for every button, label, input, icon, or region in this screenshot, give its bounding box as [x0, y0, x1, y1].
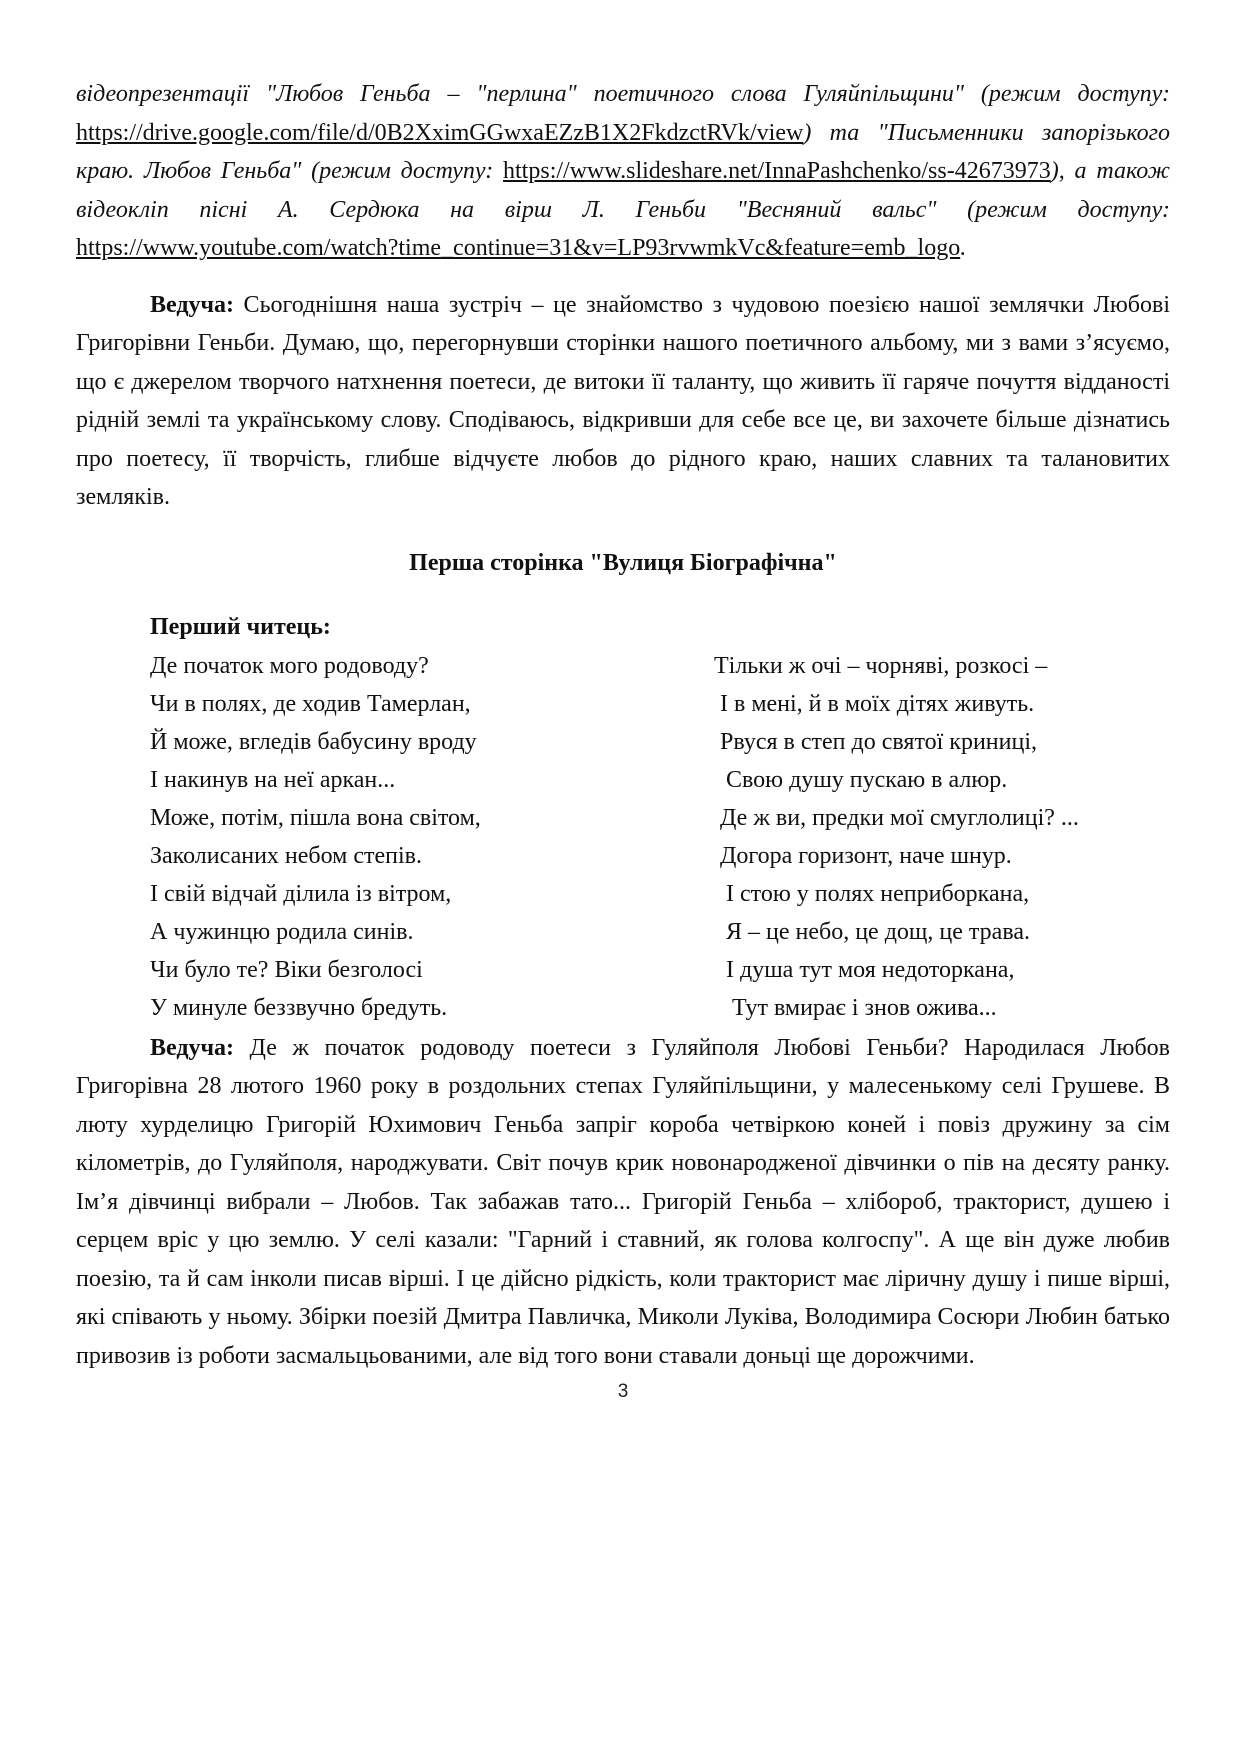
link-google-drive[interactable]: https://drive.google.com/file/d/0B2XximGGwxaEZzB1X2FkdzctRVk/view	[76, 119, 804, 146]
poem-line: Я – це небо, це дощ, це трава.	[714, 919, 1030, 946]
paragraph-text: Де ж початок родоводу поетеси з Гуляйполя Любові Геньби? Народилася Любов Григорівна 28 лютого 1960 року в роздольних степах Гуляйпільщини, у малесенькому селі Грушеве. В люту хурделицю Григорій Юхимович Геньба запріг короба четвіркою коней і повіз дружину за сім кілометрів, до Гуляйполя, народжувати. Світ почув крик новонародженої дівчинки о пів на десяту ранку. Ім’я дівчинці вибрали – Любов. Так забажав тато... Григорій Геньба – хлібороб, тракторист, душею і серцем вріс у цю землю. У селі казали: "Гарний і ставний, як голова колгоспу". А ще він дуже любив поезію, та й сам інколи писав вірші. І це дійсно рідкість, коли тракторист має ліричну душу і пише вірші, які співають у ньому. Збірки поезій Дмитра Павличка, Миколи Луківа, Володимира Сосюри Любин батько привозив із роботи засмальцьованими, але від того вони ставали доньці ще дорожчими.	[76, 1034, 1170, 1369]
poem-line: Тільки ж очі – чорняві, розкосі –	[714, 652, 1048, 679]
intro-text-2: ) та "Письменники запорізького краю. Любов Геньба" (режим доступу:	[76, 119, 1170, 184]
poem-line: Може, потім, пішла вона світом,	[150, 804, 481, 831]
poem-line: І свій відчай ділила із вітром,	[150, 881, 452, 908]
paragraph-text: Сьогоднішня наша зустріч – це знайомство з чудовою поезією нашої землячки Любові Григорівни Геньби. Думаю, що, перегорнувши сторінки нашого поетичного альбому, ми з вами з’ясуємо, що є джерелом творчого натхнення поетеси, де витоки її таланту, що живить її гаряче почуття відданості рідній землі та українському слову. Сподіваюсь, відкривши для себе все це, ви захочете більше дізнатись про поетесу, її творчість, глибше відчуєте любов до рідного краю, наших славних та талановитих земляків.	[76, 291, 1170, 510]
poem-line: Чи в полях, де ходив Тамерлан,	[150, 690, 471, 717]
poem-line: Свою душу пускаю в алюр.	[714, 766, 1008, 793]
poem-line: Де початок мого родоводу?	[150, 652, 429, 679]
intro-text-1: відеопрезентації "Любов Геньба – "перлина" поетичного слова Гуляйпільщини" (режим доступу:	[76, 81, 1170, 107]
poem-line: У минуле беззвучно бредуть.	[150, 995, 448, 1022]
poem-column-left	[150, 647, 481, 1028]
speaker-label: Ведуча:	[150, 1034, 235, 1061]
poem-line: Чи було те? Віки безголосі	[150, 957, 423, 984]
poem-line: Рвуся в степ до святої криниці,	[714, 728, 1037, 755]
reader-label: Перший читець:	[150, 613, 331, 640]
poem-line: І стою у полях неприборкана,	[714, 881, 1030, 908]
link-youtube[interactable]: https://www.youtube.com/watch?time_continue=31&v=LP93rvwmkVc&feature=emb_logo	[76, 235, 961, 261]
poem-column-right	[714, 647, 1079, 1028]
page-number: 3	[617, 1381, 629, 1402]
intro-text-4: .	[960, 235, 967, 261]
host-paragraph-2	[76, 1029, 1170, 1376]
poem-line: І душа тут моя недоторкана,	[714, 957, 1015, 984]
poem-line: І в мені, й в моїх дітях живуть.	[714, 690, 1035, 717]
poem	[76, 647, 1170, 1029]
link-slideshare[interactable]: https://www.slideshare.net/InnaPashchenko/ss-42673973	[503, 158, 1051, 184]
poem-line: Догора горизонт, наче шнур.	[714, 842, 1012, 869]
speaker-label: Ведуча:	[150, 291, 235, 318]
intro-text-3: ), а також відеокліп пісні А. Сердюка на вірш Л. Геньби "Весняний вальс" (режим доступу:	[76, 158, 1170, 223]
host-paragraph-1	[76, 286, 1170, 517]
section-heading: Перша сторінка "Вулиця Біографічна"	[409, 549, 837, 576]
poem-line: І накинув на неї аркан...	[150, 766, 396, 793]
page-content	[76, 75, 1170, 1403]
poem-line: Де ж ви, предки мої смуглолиці? ...	[714, 804, 1079, 831]
poem-line: Заколисаних небом степів.	[150, 842, 422, 869]
poem-line: Й може, вгледів бабусину вроду	[150, 728, 477, 755]
poem-line: А чужинцю родила синів.	[150, 919, 414, 946]
poem-line: Тут вмирає і знов ожива...	[714, 995, 997, 1022]
intro-paragraph	[76, 75, 1170, 268]
